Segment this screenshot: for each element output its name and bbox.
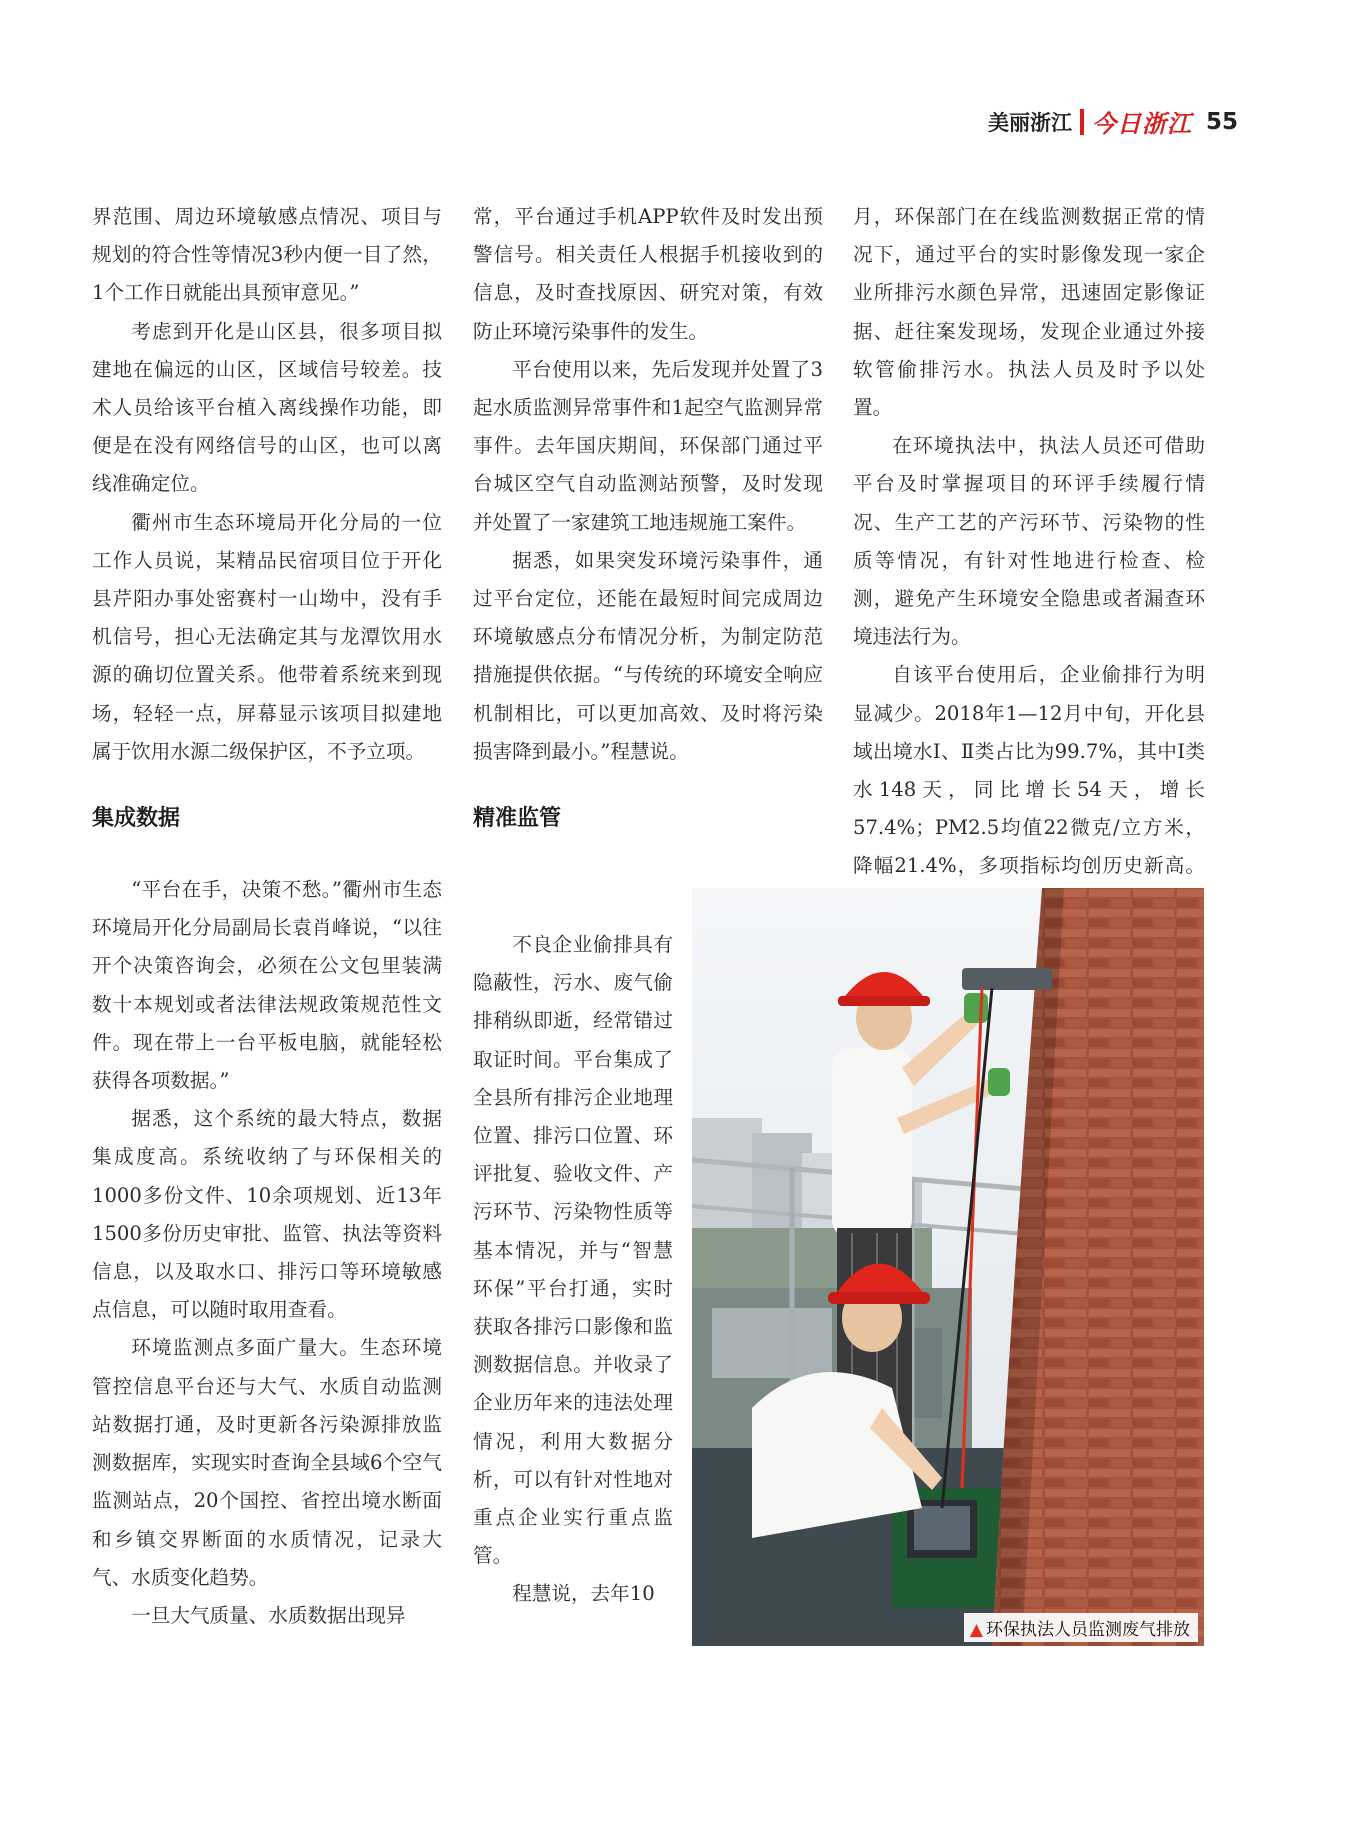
paragraph: 月，环保部门在在线监测数据正常的情况下，通过平台的实时影像发现一家企业所排污水颜色异常，迅速固定影像证据、赶往案发现场，发现企业通过外接软管偷排污水。执法人员及时予以处置。 [853, 205, 1205, 420]
paragraph: 程慧说，去年10 [512, 1582, 655, 1606]
column-2 [473, 198, 823, 838]
page-header [988, 104, 1238, 139]
paragraph: 在环境执法中，执法人员还可借助平台及时掌握项目的环评手续履行情况、生产工艺的产污环节、污染物的性质等情况，有针对性地进行检查、检测，避免产生环境安全隐患或者漏查环境违法行为。 [853, 434, 1205, 649]
photo-caption [964, 1613, 1198, 1642]
caption-text: 环保执法人员监测废气排放 [986, 1620, 1190, 1640]
section-heading: 精准监管 [473, 806, 562, 832]
magazine-logo: 今日浙江 [1091, 109, 1192, 138]
column-2-narrow [473, 926, 673, 1614]
page-number: 55 [1205, 108, 1238, 135]
paragraph: 不良企业偷排具有隐蔽性，污水、废气偷排稍纵即逝，经常错过取证时间。平台集成了全县所有排污企业地理位置、排污口位置、环评批复、验收文件、产污环节、污染物性质等基本情况，并与“智慧环保”平台打通，实时获取各排污口影像和监测数据信息。并收录了企业历年来的违法处理情况，利用大数据分析，可以有针对性地对重点企业实行重点监管。 [473, 933, 673, 1568]
triangle-icon: ▲ [969, 1620, 983, 1640]
paragraph: 据悉，如果突发环境污染事件，通过平台定位，还能在最短时间完成周边环境敏感点分布情况分析，为制定防范措施提供依据。“与传统的环境安全响应机制相比，可以更加高效、及时将污染损害降到最小。”程慧说。 [473, 548, 823, 763]
header-divider [1080, 109, 1084, 135]
paragraph-text: 自该平台使用后，企业偷排行为明显减少。2018年1—12月中旬，开化县域出境水Ⅰ、Ⅱ类占比为99.7%，其中Ⅰ类水148天，同比增长54天，增长57.4%；PM2.5均值22微克/立方米，降幅21.4%，多项指标均创历史新高。 [853, 663, 1205, 878]
paragraph: “平台在手，决策不愁。”衢州市生态环境局开化分局副局长袁肖峰说，“以往开个决策咨询会，必须在公文包里装满数十本规划或者法律法规政策规范性文件。现在带上一台平板电脑，就能轻松获得各项数据。” [92, 878, 442, 1093]
photo-illustration [692, 888, 1204, 1646]
paragraph: 常，平台通过手机APP软件及时发出预警信号。相关责任人根据手机接收到的信息，及时查找原因、研究对策，有效防止环境污染事件的发生。 [473, 205, 823, 343]
paragraph: 考虑到开化是山区县，很多项目拟建地在偏远的山区，区域信号较差。技术人员给该平台植入离线操作功能，即便是在没有网络信号的山区，也可以离线准确定位。 [92, 319, 442, 496]
paragraph: 一旦大气质量、水质数据出现异 [131, 1603, 406, 1627]
paragraph: 据悉，这个系统的最大特点，数据集成度高。系统收纳了与环保相关的1000多份文件、10余项规划、近13年1500多份历史审批、监管、执法等资料信息，以及取水口、排污口等环境敏感点信息，可以随时取用查看。 [92, 1107, 442, 1322]
section-title: 美丽浙江 [987, 110, 1072, 135]
article-photo [692, 888, 1204, 1646]
column-1 [92, 198, 442, 1635]
section-heading: 集成数据 [92, 806, 181, 832]
paragraph: 界范围、周边环境敏感点情况、项目与规划的符合性等情况3秒内便一目了然，1个工作日就能出具预审意见。” [92, 205, 442, 305]
paragraph [853, 656, 1205, 923]
paragraph: 衢州市生态环境局开化分局的一位工作人员说，某精品民宿项目位于开化县芹阳办事处密赛村一山坳中，没有手机信号，担心无法确定其与龙潭饮用水源的确切位置关系。他带着系统来到现场，轻轻一点，屏幕显示该项目拟建地属于饮用水源二级保护区，不予立项。 [92, 510, 442, 763]
paragraph: 环境监测点多面广量大。生态环境管控信息平台还与大气、水质自动监测站数据打通，及时更新各污染源排放监测数据库，实现实时查询全县域6个空气监测站点，20个国控、省控出境水断面和乡镇交界断面的水质情况，记录大气、水质变化趋势。 [92, 1336, 442, 1589]
paragraph: 平台使用以来，先后发现并处置了3起水质监测异常事件和1起空气监测异常事件。去年国庆期间，环保部门通过平台城区空气自动监测站预警，及时发现并处置了一家建筑工地违规施工案件。 [473, 357, 823, 534]
column-3 [853, 198, 1205, 924]
